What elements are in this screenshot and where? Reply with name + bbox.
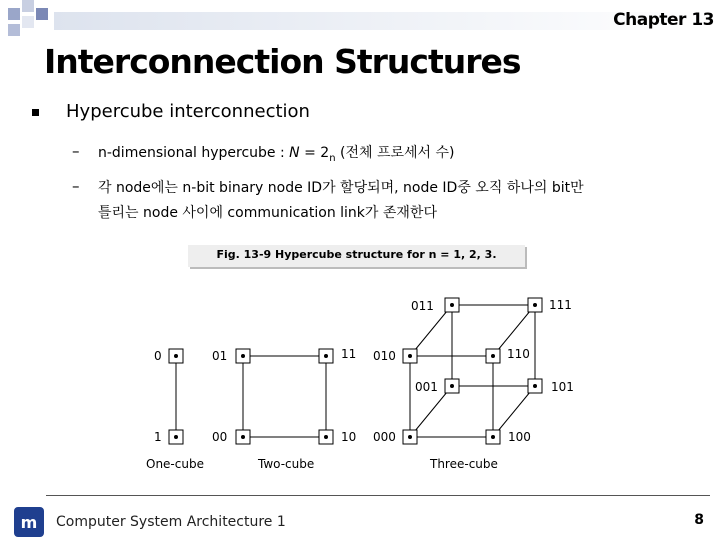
node-label: 1 bbox=[154, 430, 162, 444]
slide-title: Interconnection Structures bbox=[44, 42, 521, 81]
node-label: 110 bbox=[507, 347, 530, 361]
node-label: 001 bbox=[415, 380, 438, 394]
chapter-label: Chapter 13 bbox=[613, 10, 714, 30]
bullet-text: Hypercube interconnection bbox=[66, 101, 310, 122]
hypercube-diagram bbox=[130, 285, 590, 480]
sub-bullet-2-line1: 각 node에는 n-bit binary node ID가 할당되며, node ID중 오직 하나의 bit만 bbox=[98, 180, 584, 196]
dash-2: – bbox=[72, 177, 80, 195]
three-cube-label: Three-cube bbox=[430, 457, 498, 471]
node-label: 11 bbox=[341, 347, 357, 361]
course-name: Computer System Architecture 1 bbox=[56, 514, 286, 530]
node-label: 0 bbox=[154, 349, 162, 363]
figure-caption: Fig. 13-9 Hypercube structure for n = 1, 2, 3. bbox=[216, 248, 497, 261]
header-bar bbox=[54, 12, 710, 30]
one-cube-label: One-cube bbox=[146, 457, 204, 471]
figure-caption-box bbox=[188, 245, 525, 267]
corner-decoration bbox=[0, 0, 60, 40]
node-label: 111 bbox=[549, 298, 572, 312]
university-seal-icon: m bbox=[14, 507, 44, 537]
two-cube-label: Two-cube bbox=[258, 457, 315, 471]
sub-bullet-2-line2: 틀리는 node 사이에 communication link가 존재한다 bbox=[98, 205, 437, 221]
node-label: 100 bbox=[508, 430, 531, 444]
sub-bullet-1: n-dimensional hypercube : $N = 2_n$ (전체 프로세서 수) bbox=[98, 145, 455, 164]
footer-divider bbox=[46, 495, 710, 496]
node-label: 000 bbox=[373, 430, 396, 444]
bullet-marker bbox=[32, 109, 39, 116]
page-number: 8 bbox=[694, 512, 704, 528]
node-label: 101 bbox=[551, 380, 574, 394]
node-label: 011 bbox=[411, 299, 434, 313]
node-label: 00 bbox=[212, 430, 228, 444]
dash-1: – bbox=[72, 142, 80, 160]
node-label: 010 bbox=[373, 349, 396, 363]
node-label: 01 bbox=[212, 349, 228, 363]
node-label: 10 bbox=[341, 430, 357, 444]
